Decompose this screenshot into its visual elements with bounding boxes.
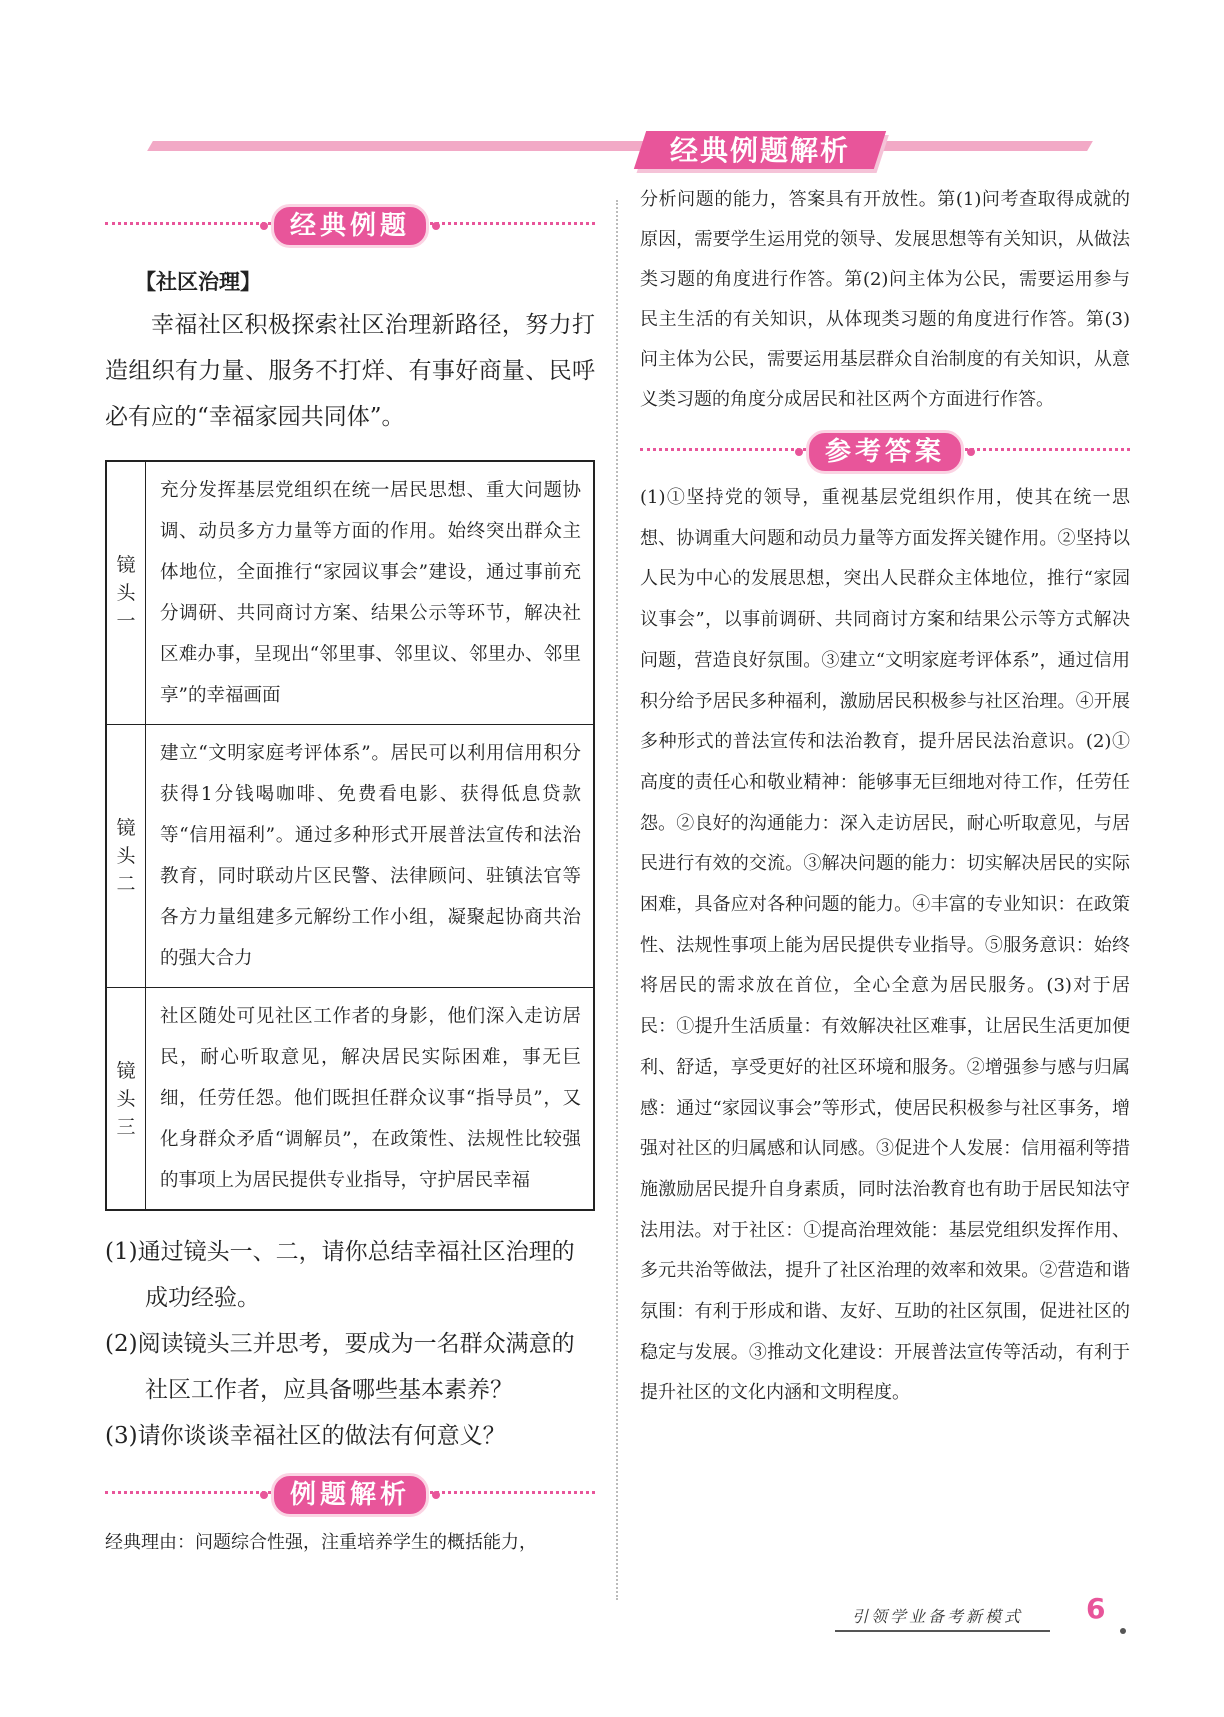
footer-slogan: 引领学业备考新模式 <box>852 1607 1024 1626</box>
answer-heading <box>640 426 1130 472</box>
lens-text: 建立“文明家庭考评体系”。居民可以利用信用积分获得1分钱喝咖啡、免费看电影、获得低息贷款等“信用福利”。通过多种形式开展普法宣传和法治教育，同时联动片区民警、法律顾问、驻镇法官等各方力量组建多元解纷工作小组，凝聚起协商共治的强大合力 <box>146 725 595 988</box>
lens-text: 充分发挥基层党组织在统一居民思想、重大问题协调、动员多方力量等方面的作用。始终突出群众主体地位，全面推行“家园议事会”建设，通过事前充分调研、共同商讨方案、结果公示等环节，解决社区难办事，呈现出“邻里事、邻里议、邻里办、邻里享”的幸福画面 <box>146 461 595 725</box>
left-column <box>105 200 595 1563</box>
table-row <box>106 988 594 1211</box>
lens-label: 镜头二 <box>106 725 146 988</box>
question-1: (1)通过镜头一、二，请你总结幸福社区治理的成功经验。 <box>105 1239 575 1311</box>
lens-label: 镜头三 <box>106 988 146 1211</box>
table-row <box>106 725 594 988</box>
analysis-text-continued: 分析问题的能力，答案具有开放性。第(1)问考查取得成就的原因，需要学生运用党的领导、发展思想等有关知识，从做法类习题的角度进行作答。第(2)问主体为公民，需要运用参与民主生活的有关知识，从体现类习题的角度进行作答。第(3)问主体为公民，需要运用基层群众自治制度的有关知识，从意义类习题的角度分成居民和社区两个方面进行作答。 <box>640 189 1130 410</box>
lens-label: 镜头一 <box>106 461 146 725</box>
footer-rule <box>835 1630 1050 1632</box>
banner-title: 经典例题解析 <box>669 134 850 167</box>
question-2: (2)阅读镜头三并思考，要成为一名群众满意的社区工作者，应具备哪些基本素养？ <box>105 1331 575 1403</box>
column-divider <box>616 200 618 1600</box>
example-heading <box>105 200 595 246</box>
analysis-text-start: 经典理由：问题综合性强，注重培养学生的概括能力， <box>105 1532 537 1553</box>
page-number: 6 <box>1086 1592 1106 1625</box>
question-3: (3)请你谈谈幸福社区的做法有何意义？ <box>105 1423 506 1449</box>
answer-text: (1)①坚持党的领导，重视基层党组织作用，使其在统一思想、协调重大问题和动员力量等方面发挥关键作用。②坚持以人民为中心的发展思想，突出人民群众主体地位，推行“家园议事会”，以事前调研、共同商讨方案和结果公示等方式解决问题，营造良好氛围。③建立“文明家庭考评体系”，通过信用积分给予居民多种福利，激励居民积极参与社区治理。④开展多种形式的普法宣传和法治教育，提升居民法治意识。(2)①高度的责任心和敬业精神：能够事无巨细地对待工作，任劳任怨。②良好的沟通能力：深入走访居民，耐心听取意见，与居民进行有效的交流。③解决问题的能力：切实解决居民的实际困难，具备应对各种问题的能力。④丰富的专业知识：在政策性、法规性事项上能为居民提供专业指导。⑤服务意识：始终将居民的需求放在首位，全心全意为居民服务。(3)对于居民：①提升生活质量：有效解决社区难事，让居民生活更加便利、舒适，享受更好的社区环境和服务。②增强参与感与归属感：通过“家园议事会”等形式，使居民积极参与社区事务，增强对社区的归属感和认同感。③促进个人发展：信用福利等措施激励居民提升自身素质，同时法治教育也有助于居民知法守法用法。对于社区：①提高治理效能：基层党组织发挥作用、多元共治等做法，提升了社区治理的效率和效果。②营造和谐氛围：有利于形成和谐、友好、互助的社区氛围，促进社区的稳定与发展。③推动文化建设：开展普法宣传等活动，有利于提升社区的文化内涵和文明程度。 <box>640 487 1130 1404</box>
analysis-heading-label: 例题解析 <box>271 1473 429 1517</box>
lens-text: 社区随处可见社区工作者的身影，他们深入走访居民，耐心听取意见，解决居民实际困难，事无巨细，任劳任怨。他们既担任群众议事“指导员”，又化身群众矛盾“调解员”，在政策性、法规性比较强的事项上为居民提供专业指导，守护居民幸福 <box>146 988 595 1211</box>
answer-heading-label: 参考答案 <box>806 430 964 474</box>
lens-table <box>105 460 595 1211</box>
banner-stripe <box>147 141 1093 151</box>
footer-dot <box>1120 1628 1126 1634</box>
table-row <box>106 461 594 725</box>
intro-paragraph: 幸福社区积极探索社区治理新路径，努力打造组织有力量、服务不打烊、有事好商量、民呼必有应的“幸福家园共同体”。 <box>105 312 595 430</box>
right-column <box>640 189 1130 1414</box>
section-banner <box>150 134 1090 167</box>
example-heading-label: 经典例题 <box>271 204 429 248</box>
topic-tag: 【社区治理】 <box>135 270 261 294</box>
analysis-heading <box>105 1469 595 1515</box>
